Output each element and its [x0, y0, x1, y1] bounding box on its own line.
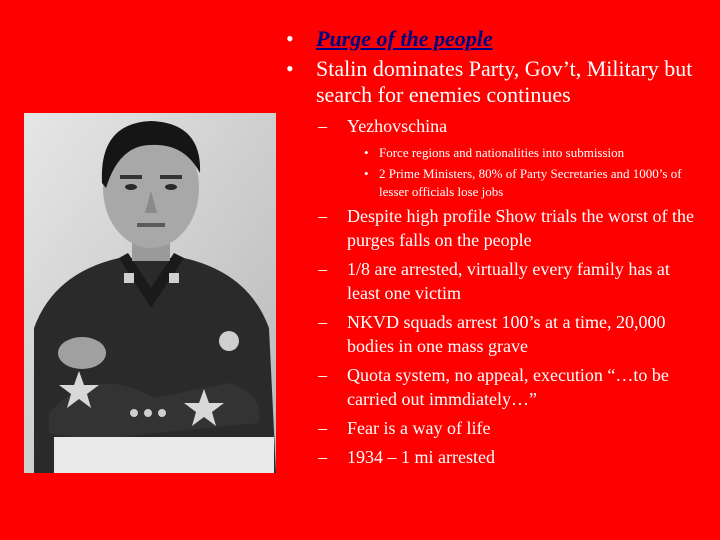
bullet-marker: • [364, 166, 369, 181]
subbullet-item [286, 257, 706, 305]
dash-marker: – [318, 116, 327, 136]
subbullet-item [286, 204, 706, 252]
subsubbullet-item [286, 165, 706, 201]
subbullet-item [286, 416, 706, 440]
subbullet-item [286, 114, 706, 138]
bullet-marker: • [364, 145, 369, 160]
subbullet-text: Fear is a way of life [347, 418, 491, 438]
dash-marker: – [318, 365, 327, 385]
bullet-marker: • [286, 26, 294, 51]
subbullet-item [286, 445, 706, 469]
subbullet-item [286, 310, 706, 358]
subbullet-text: 1/8 are arrested, virtually every family has at least one victim [347, 259, 670, 303]
subsubbullet-item [286, 144, 706, 162]
bullet-list [286, 26, 706, 469]
subbullet-text: Despite high profile Show trials the worst of the purges falls on the people [347, 206, 694, 250]
subbullet-item [286, 363, 706, 411]
bullet-link[interactable]: Purge of the people [316, 26, 493, 51]
subbullet-text: Yezhovschina [347, 116, 448, 136]
bullet-marker: • [286, 56, 294, 81]
subsubbullet-text: 2 Prime Ministers, 80% of Party Secretaries and 1000’s of lesser officials lose jobs [379, 166, 682, 199]
dash-marker: – [318, 312, 327, 332]
dash-marker: – [318, 447, 327, 467]
subsubbullet-text: Force regions and nationalities into submission [379, 145, 625, 160]
dash-marker: – [318, 206, 327, 226]
bullet-item [286, 26, 706, 52]
dash-marker: – [318, 259, 327, 279]
subbullet-text: Quota system, no appeal, execution “…to be carried out immdiately…” [347, 365, 669, 409]
bullet-item [286, 56, 706, 108]
bullet-text: Stalin dominates Party, Gov’t, Military but search for enemies continues [316, 56, 693, 107]
portrait-photo-icon [24, 113, 276, 473]
dash-marker: – [318, 418, 327, 438]
subbullet-text: NKVD squads arrest 100’s at a time, 20,000 bodies in one mass grave [347, 312, 666, 356]
subbullet-text: 1934 – 1 mi arrested [347, 447, 495, 467]
portrait-photo [24, 113, 276, 473]
